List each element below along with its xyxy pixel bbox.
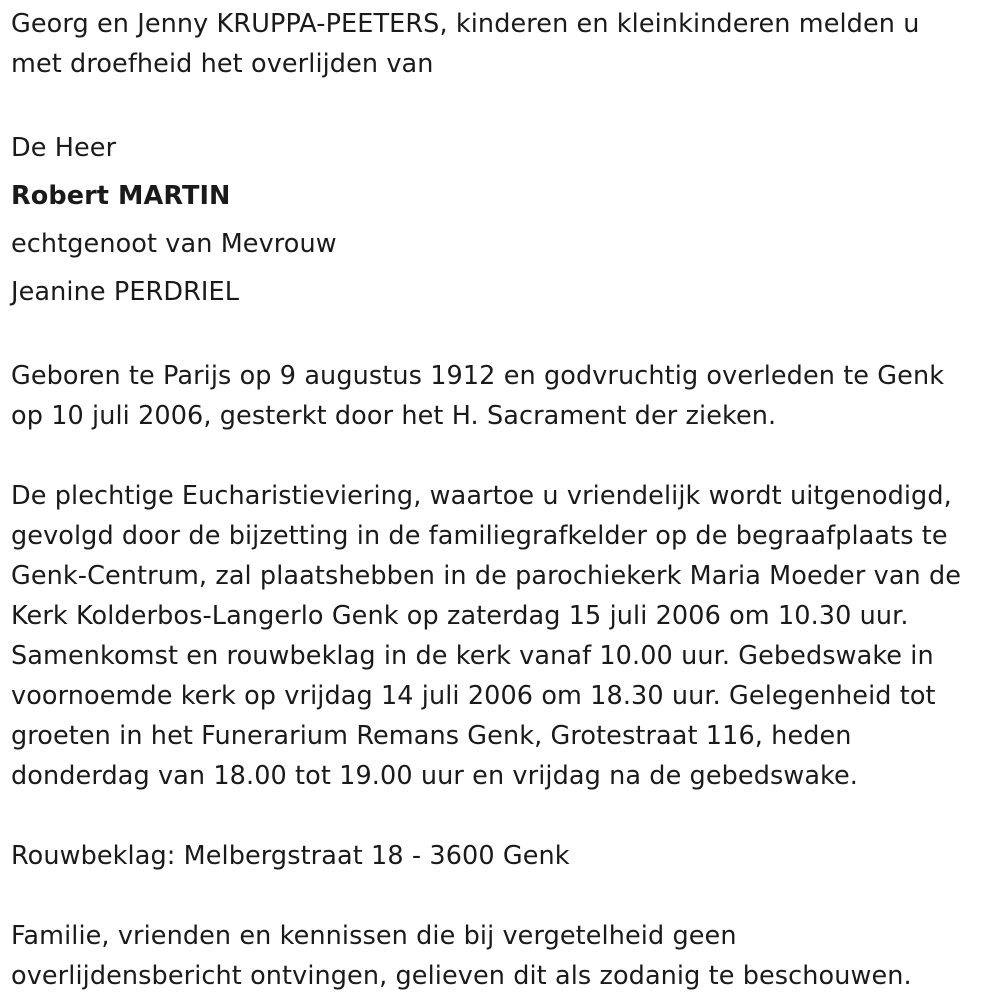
closing-line: Familie, vrienden en kennissen die bij vergetelheid geen <box>11 921 737 951</box>
deceased-block <box>11 124 996 316</box>
ceremony-line: De plechtige Eucharistieviering, waartoe u vriendelijk wordt uitgenodigd, <box>11 481 952 511</box>
ceremony-line: Kerk Kolderbos-Langerlo Genk op zaterdag 15 juli 2006 om 10.30 uur. <box>11 601 909 631</box>
ceremony-line: groeten in het Funerarium Remans Genk, Grotestraat 116, heden <box>11 721 852 751</box>
birth-death-paragraph <box>11 356 996 436</box>
condolence-paragraph <box>11 836 996 876</box>
intro-line: met droefheid het overlijden van <box>11 49 434 79</box>
closing-paragraph <box>11 916 996 996</box>
birth-death-line: op 10 juli 2006, gesterkt door het H. Sacrament der zieken. <box>11 401 777 431</box>
deceased-name: Robert MARTIN <box>11 181 231 211</box>
spouse-name: Jeanine PERDRIEL <box>11 277 240 307</box>
ceremony-line: Samenkomst en rouwbeklag in de kerk vanaf 10.00 uur. Gebedswake in <box>11 641 934 671</box>
deceased-title: De Heer <box>11 133 117 163</box>
ceremony-line: donderdag van 18.00 tot 19.00 uur en vrijdag na de gebedswake. <box>11 761 859 791</box>
intro-paragraph <box>11 4 996 84</box>
intro-line: Georg en Jenny KRUPPA-PEETERS, kinderen en kleinkinderen melden u <box>11 9 920 39</box>
ceremony-line: voornoemde kerk op vrijdag 14 juli 2006 om 18.30 uur. Gelegenheid tot <box>11 681 936 711</box>
closing-line: overlijdensbericht ontvingen, gelieven dit als zodanig te beschouwen. <box>11 961 912 991</box>
spouse-label: echtgenoot van Mevrouw <box>11 229 337 259</box>
birth-death-line: Geboren te Parijs op 9 augustus 1912 en godvruchtig overleden te Genk <box>11 361 945 391</box>
ceremony-paragraph <box>11 476 996 796</box>
ceremony-line: Genk-Centrum, zal plaatshebben in de parochiekerk Maria Moeder van de <box>11 561 962 591</box>
obituary-notice <box>11 4 996 996</box>
ceremony-line: gevolgd door de bijzetting in de familiegrafkelder op de begraafplaats te <box>11 521 948 551</box>
condolence-address: Rouwbeklag: Melbergstraat 18 - 3600 Genk <box>11 841 570 871</box>
